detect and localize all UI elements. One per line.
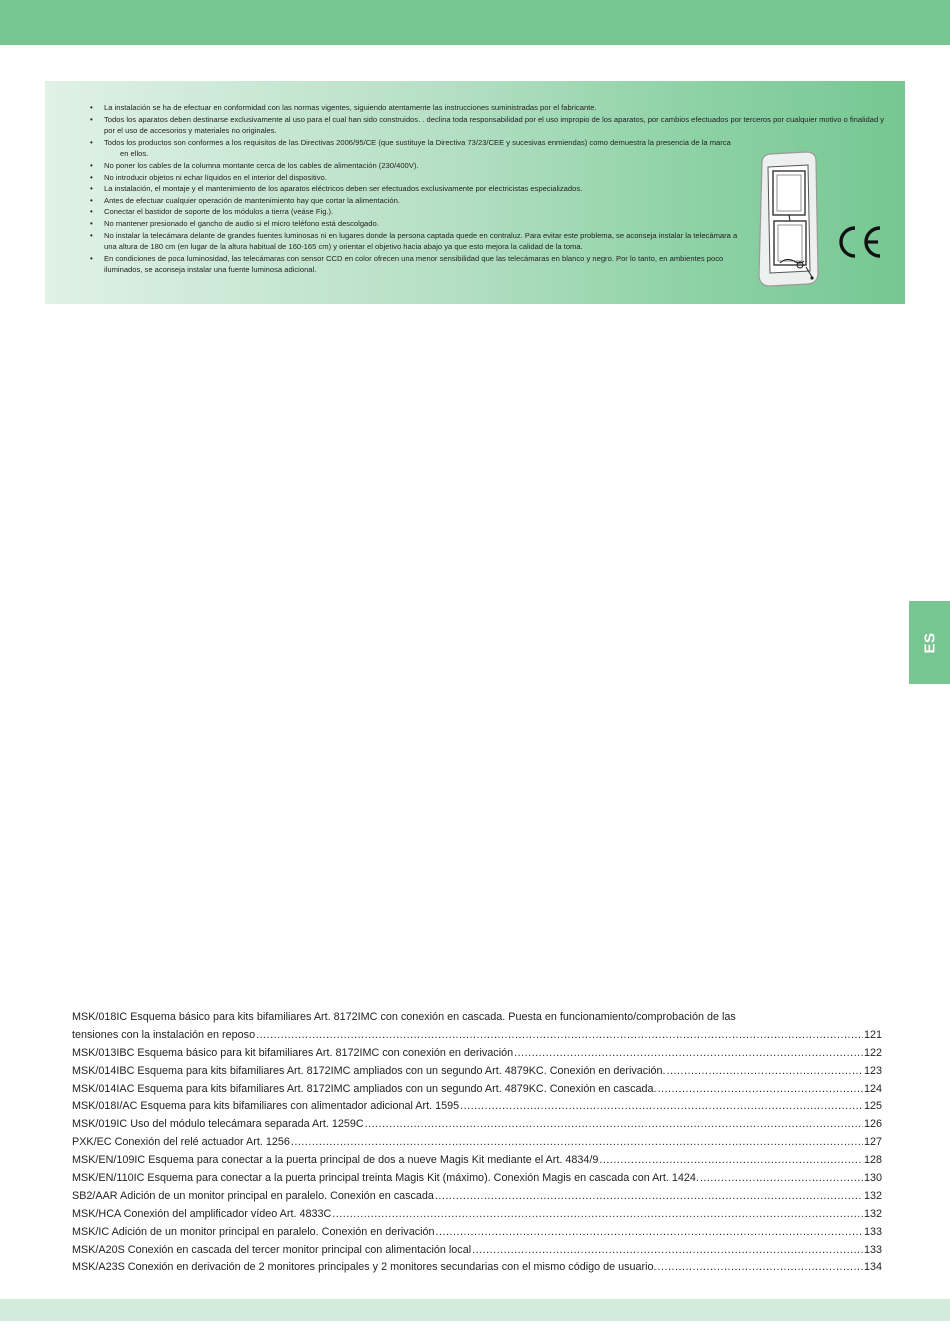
- toc-leader-dots: [514, 1047, 863, 1059]
- toc-entry[interactable]: [72, 1100, 882, 1118]
- notice-item-continuation: en ellos.: [120, 149, 149, 159]
- ce-mark-icon: [834, 224, 884, 260]
- toc-leader-dots: [472, 1244, 863, 1256]
- toc-entry-title: tensiones con la instalación en reposo: [72, 1028, 256, 1041]
- toc-page-number: 132: [863, 1207, 882, 1220]
- header-band: [0, 0, 950, 45]
- toc-leader-dots: [658, 1083, 863, 1095]
- toc-entry-title: MSK/013IBC Esquema básico para kit bifamiliares Art. 8172IMC con conexión en derivación: [72, 1046, 514, 1059]
- toc-entry-title: MSK/HCA Conexión del amplificador vídeo Art. 4833C: [72, 1207, 332, 1220]
- toc-entry-title: MSK/018I/AC Esquema para kits bifamiliares con alimentador adicional Art. 1595: [72, 1100, 460, 1113]
- toc-leader-dots: [256, 1029, 863, 1041]
- toc-page-number: 124: [863, 1082, 882, 1095]
- toc-entry[interactable]: [72, 1244, 882, 1262]
- notice-item: • No instalar la telecámara delante de grandes fuentes luminosas ni en lugares donde la persona captada quede en contraluz. Para evitar este problema, se aconseja instalar la telecámara a una altura de 180 cm (en lugar de la altura habitual de 160-165 cm) y orientar el objetivo hacia abajo ya que esto mejora la calidad de la toma.: [90, 230, 744, 253]
- toc-entry-title: MSK/A23S Conexión en derivación de 2 monitores principales y 2 monitores secundarias con el mismo código de usuario.: [72, 1261, 657, 1274]
- toc-page-number: 123: [863, 1064, 882, 1077]
- notice-item: • Todos los aparatos deben destinarse exclusivamente al uso para el cual han sido construidos. . declina toda responsabilidad por el uso impropio de los aparatos, por cambios efectuados por terceros por cualquier motivo o finalidad y por el uso de accesorios y materiales no originales.: [90, 114, 890, 137]
- toc-entry-continuation[interactable]: [72, 1029, 882, 1047]
- toc-page-number: 121: [863, 1028, 882, 1041]
- toc-entry[interactable]: [72, 1190, 882, 1208]
- toc-entry-title: MSK/018IC Esquema básico para kits bifamiliares Art. 8172IMC con conexión en cascada. Puesta en funcionamiento/comprobación de las: [72, 1011, 736, 1023]
- device-mounting-frame-icon: [748, 151, 820, 287]
- footer-band: [0, 1299, 950, 1321]
- toc-leader-dots: [667, 1065, 863, 1077]
- toc-entry-title: MSK/EN/110IC Esquema para conectar a la puerta principal treinta Magis Kit (máximo). Conexión Magis en cascada con Art. 1424.: [72, 1172, 699, 1185]
- toc-entry[interactable]: [72, 1083, 882, 1101]
- toc-entry[interactable]: [72, 1226, 882, 1244]
- toc-entry[interactable]: [72, 1208, 882, 1226]
- toc-leader-dots: [658, 1261, 863, 1273]
- notice-item: • No mantener presionado el gancho de audio si el micro teléfono está descolgado.: [90, 218, 890, 230]
- toc-entry[interactable]: [72, 1261, 882, 1279]
- toc-entry-title: MSK/014IAC Esquema para kits bifamiliares Art. 8172IMC ampliados con un segundo Art. 4879KC. Conexión en cascada.: [72, 1082, 657, 1095]
- notice-item: • Antes de efectuar cualquier operación de mantenimiento hay que cortar la alimentación.: [90, 195, 890, 207]
- notice-item: • En condiciones de poca luminosidad, las telecámaras con sensor CCD en color ofrecen una menor sensibilidad que las telecámaras en blanco y negro. Por lo tanto, en ambientes poco iluminados, se aconseja instalar una fuente luminosa adicional.: [90, 253, 744, 276]
- toc-entry-title: MSK/EN/109IC Esquema para conectar a la puerta principal de dos a nueve Magis Kit mediante el Art. 4834/9: [72, 1154, 599, 1167]
- notice-item: • No introducir objetos ni echar líquidos en el interior del dispositivo.: [90, 172, 890, 184]
- toc-leader-dots: [365, 1118, 863, 1130]
- toc-entry[interactable]: [72, 1011, 882, 1029]
- toc-page-number: 125: [863, 1100, 882, 1113]
- toc-page-number: 132: [863, 1189, 882, 1202]
- language-tab: [909, 601, 950, 684]
- toc-leader-dots: [460, 1100, 863, 1112]
- toc-entry[interactable]: [72, 1136, 882, 1154]
- toc-entry[interactable]: [72, 1065, 882, 1083]
- toc-page-number: 126: [863, 1118, 882, 1131]
- toc-page-number: 133: [863, 1225, 882, 1238]
- language-tab-label: ES: [921, 631, 938, 654]
- toc-entry-title: MSK/014IBC Esquema para kits bifamiliares Art. 8172IMC ampliados con un segundo Art. 4879KC. Conexión en derivación.: [72, 1064, 666, 1077]
- toc-entry-title: MSK/019IC Uso del módulo telecámara separada Art. 1259C: [72, 1118, 364, 1131]
- toc-entry[interactable]: [72, 1154, 882, 1172]
- notice-item: • La instalación, el montaje y el mantenimiento de los aparatos eléctricos deben ser efectuados exclusivamente por electricistas especializados.: [90, 183, 890, 195]
- toc-page-number: 134: [863, 1261, 882, 1274]
- toc-entry[interactable]: [72, 1118, 882, 1136]
- toc-page-number: 128: [863, 1154, 882, 1167]
- toc-entry-title: MSK/A20S Conexión en cascada del tercer monitor principal con alimentación local: [72, 1243, 472, 1256]
- toc-leader-dots: [435, 1190, 863, 1202]
- toc-entry-title: MSK/IC Adición de un monitor principal en paralelo. Conexión en derivación: [72, 1225, 435, 1238]
- table-of-contents: [72, 1011, 882, 1279]
- toc-page-number: 133: [863, 1243, 882, 1256]
- notice-item: • Conectar el bastidor de soporte de los módulos a tierra (veáse Fig.).: [90, 206, 890, 218]
- toc-page-number: 122: [863, 1046, 882, 1059]
- toc-entry-title: PXK/EC Conexión del relé actuador Art. 1256: [72, 1136, 290, 1149]
- toc-entry[interactable]: [72, 1047, 882, 1065]
- toc-entry[interactable]: [72, 1172, 882, 1190]
- toc-page-number: 130: [863, 1172, 882, 1185]
- toc-leader-dots: [599, 1154, 863, 1166]
- notice-item: • La instalación se ha de efectuar en conformidad con las normas vigentes, siguiendo atentamente las instrucciones suministradas por el fabricante.: [90, 102, 890, 114]
- toc-page-number: 127: [863, 1136, 882, 1149]
- toc-leader-dots: [700, 1172, 863, 1184]
- toc-leader-dots: [291, 1136, 863, 1148]
- notice-item: • Todos los productos son conformes a los requisitos de las Directivas 2006/95/CE (que sustituye la Directiva 73/23/CEE y sucesivas enmiendas) como demuestra la presencia de la marca: [90, 137, 890, 149]
- toc-leader-dots: [436, 1226, 863, 1238]
- toc-leader-dots: [332, 1208, 863, 1220]
- safety-notice-box: [45, 81, 905, 304]
- notice-item: • No poner los cables de la columna montante cerca de los cables de alimentación (230/400V).: [90, 160, 890, 172]
- toc-entry-title: SB2/AAR Adición de un monitor principal en paralelo. Conexión en cascada: [72, 1189, 434, 1202]
